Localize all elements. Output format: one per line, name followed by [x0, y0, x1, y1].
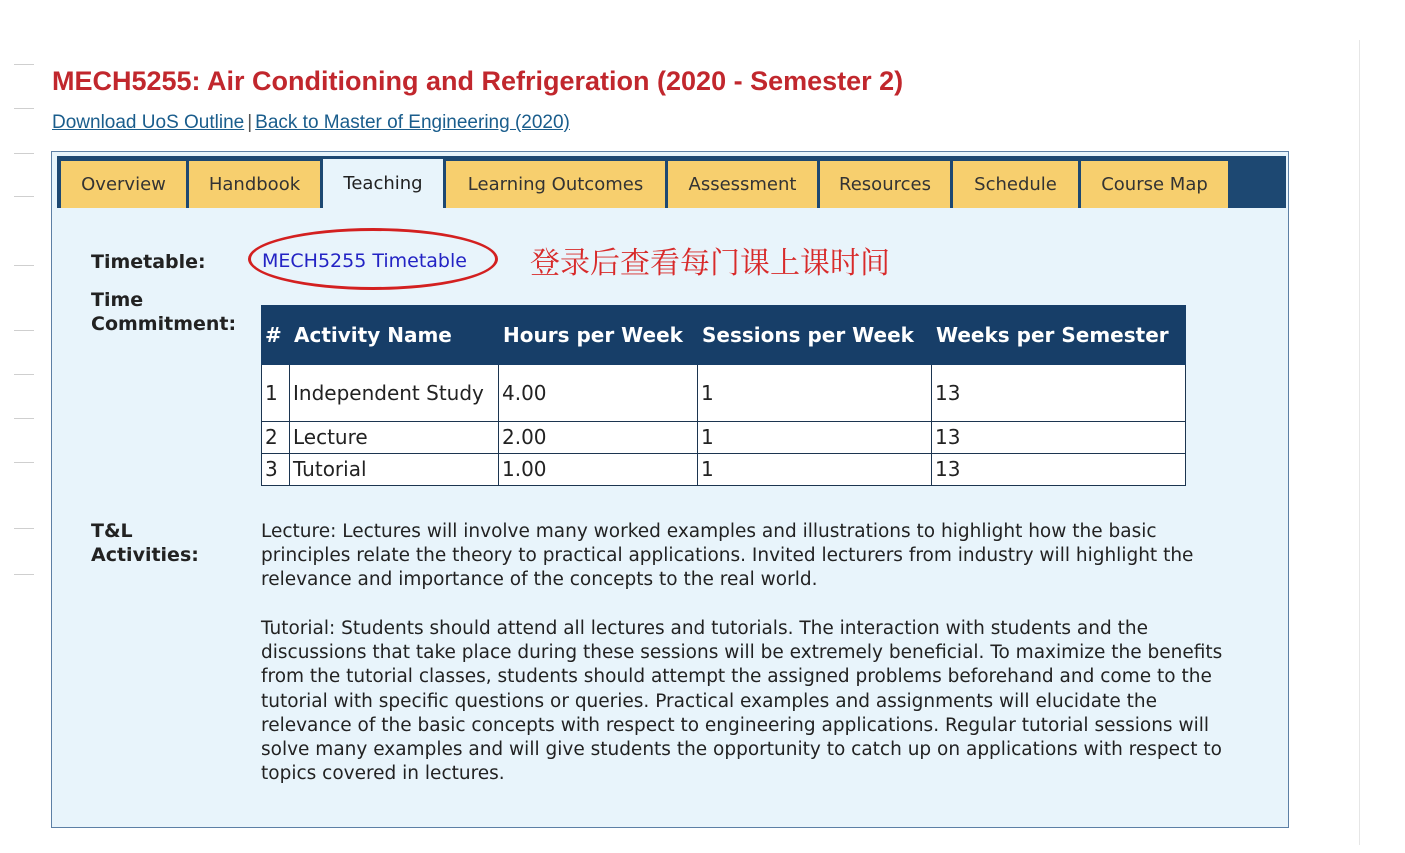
tab-bar: [57, 156, 1286, 208]
time-commitment-table: [261, 305, 1186, 486]
table-row: [262, 422, 1186, 454]
table-cell: Lecture: [290, 422, 499, 454]
tl-activities-label: [91, 519, 199, 567]
table-cell: 3: [262, 454, 290, 486]
table-cell: 13: [932, 422, 1186, 454]
table-row: [262, 454, 1186, 486]
table-row: [262, 365, 1186, 422]
back-to-program-link[interactable]: Back to Master of Engineering (2020): [255, 112, 570, 133]
right-divider: [1359, 40, 1360, 845]
column-header-hours: Hours per Week: [499, 306, 698, 365]
tl-activities-label-line1: T&L: [91, 520, 133, 542]
tab-course-map[interactable]: Course Map: [1081, 161, 1228, 208]
table-cell: Tutorial: [290, 454, 499, 486]
content-panel: [51, 151, 1289, 828]
tab-resources[interactable]: Resources: [820, 161, 950, 208]
column-header-weeks: Weeks per Semester: [932, 306, 1186, 365]
time-commitment-label-line2: Commitment:: [91, 313, 237, 335]
breadcrumb-links: [52, 112, 570, 134]
table-cell: 4.00: [499, 365, 698, 422]
table-cell: 1.00: [499, 454, 698, 486]
table-cell: 1: [698, 454, 932, 486]
page-title: MECH5255: Air Conditioning and Refrigeration (2020 - Semester 2): [52, 66, 904, 96]
table-cell: 1: [698, 365, 932, 422]
time-commitment-label-line1: Time: [91, 289, 144, 311]
timetable-link[interactable]: MECH5255 Timetable: [262, 250, 467, 272]
table-cell: 2.00: [499, 422, 698, 454]
tl-activities-label-line2: Activities:: [91, 544, 199, 566]
tab-handbook[interactable]: Handbook: [189, 161, 320, 208]
column-header-sessions: Sessions per Week: [698, 306, 932, 365]
link-separator: |: [247, 112, 253, 133]
lecture-description: Lecture: Lectures will involve many worked examples and illustrations to highlight how the basic principles relate the theory to practical applications. Invited lecturers from industry will highlight the relevance and importance of the concepts to the real world.: [261, 521, 1194, 591]
tab-schedule[interactable]: Schedule: [953, 161, 1078, 208]
table-cell: 13: [932, 365, 1186, 422]
table-cell: 1: [698, 422, 932, 454]
table-header-row: [262, 306, 1186, 365]
table-cell: 1: [262, 365, 290, 422]
time-commitment-label: [91, 288, 236, 336]
timetable-label: Timetable:: [91, 251, 206, 273]
tutorial-description: Tutorial: Students should attend all lectures and tutorials. The interaction with students and the discussions that take place during these sessions will be extremely beneficial. To maximize the benefits from the tutorial classes, students should attempt the assigned problems beforehand and come to the tutorial with specific questions or queries. Practical examples and assignments will elucidate the relevance of the basic concepts with respect to engineering applications. Regular tutorial sessions will solve many examples and will give students the opportunity to catch up on applications with respect to topics covered in lectures.: [261, 618, 1223, 785]
column-header-number: #: [262, 306, 290, 365]
annotation-circle: [248, 228, 498, 290]
column-header-activity: Activity Name: [290, 306, 499, 365]
tab-assessment[interactable]: Assessment: [668, 161, 817, 208]
tab-learning-outcomes[interactable]: Learning Outcomes: [446, 161, 665, 208]
tab-overview[interactable]: Overview: [61, 161, 186, 208]
table-cell: Independent Study: [290, 365, 499, 422]
tab-teaching[interactable]: Teaching: [323, 159, 443, 208]
download-outline-link[interactable]: Download UoS Outline: [52, 112, 245, 133]
left-margin-ticks: [14, 0, 36, 853]
annotation-note: 登录后查看每门课上课时间: [530, 246, 890, 281]
table-cell: 2: [262, 422, 290, 454]
table-cell: 13: [932, 454, 1186, 486]
